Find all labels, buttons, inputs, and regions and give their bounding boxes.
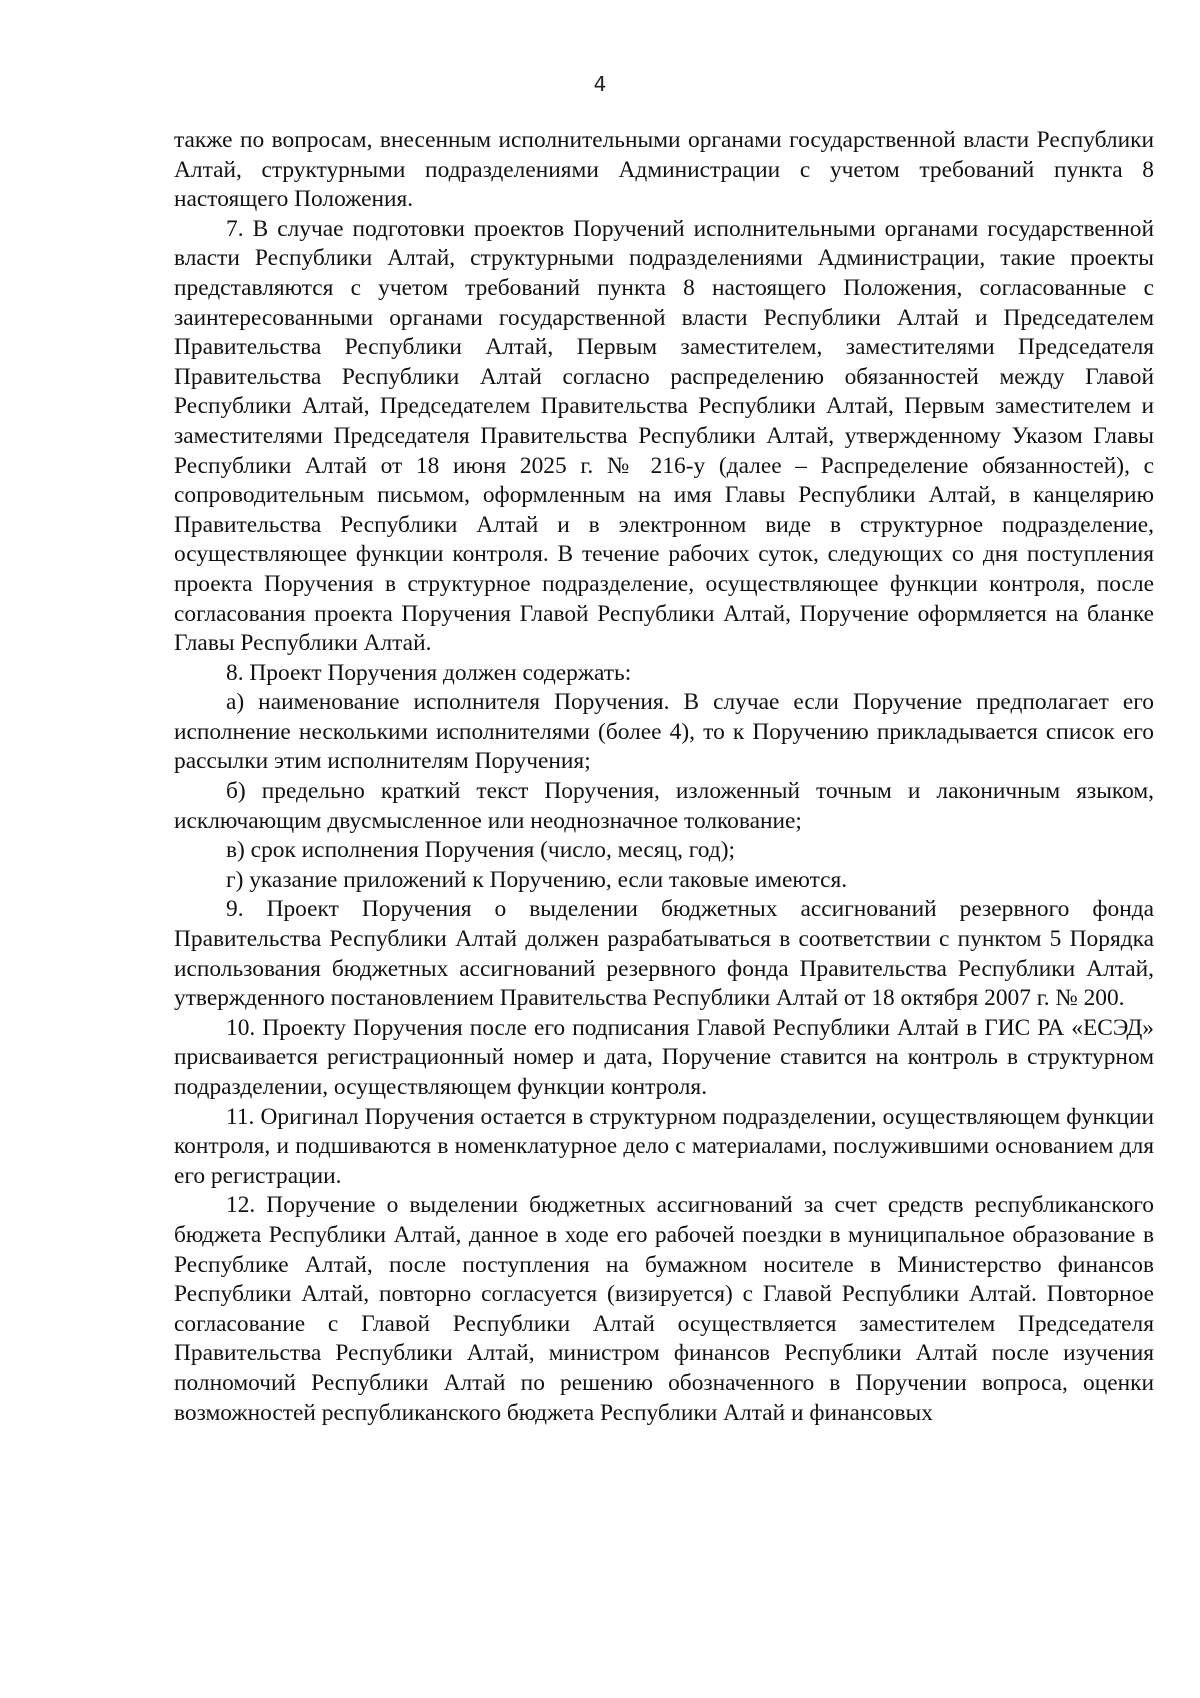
paragraph-8v: в) срок исполнения Поручения (число, месяц, год); (226, 837, 735, 864)
paragraph-12: 12. Поручение о выделении бюджетных ассигнований за счет средств республиканского бюджета Республики Алтай, данное в ходе его рабочей поездки в муниципальное образование в Республике Алтай, после поступления на бумажном носителе в Министерство финансов Республики Алтай, повторно согласуется (визируется) с Главой Республики Алтай. Повторное согласование с Главой Республики Алтай осуществляется заместителем Председателя Правительства Республики Алтай, министром финансов Республики Алтай после изучения полномочий Республики Алтай по решению обозначенного в Поручении вопроса, оценки возможностей республиканского бюджета Республики Алтай и финансовых (174, 1192, 1154, 1426)
paragraph-continuation: также по вопросам, внесенным исполнительными органами государственной власти Республики Алтай, структурными подразделениями Администрации с учетом требований пункта 8 настоящего Положения. (174, 127, 1154, 213)
document-body (174, 126, 1154, 1428)
paragraph-8: 8. Проект Поручения должен содержать: (226, 659, 632, 686)
paragraph-8g: г) указание приложений к Поручению, если таковые имеются. (226, 866, 848, 893)
paragraph-8a: а) наименование исполнителя Поручения. В случае если Поручение предполагает его исполнение несколькими исполнителями (более 4), то к Поручению прикладывается список его рассылки этим исполнителям Поручения; (174, 689, 1154, 775)
paragraph-7: 7. В случае подготовки проектов Поручений исполнительными органами государственной власти Республики Алтай, структурными подразделениями Администрации, такие проекты представляются с учетом требований пункта 8 настоящего Положения, согласованные с заинтересованными органами государственной власти Республики Алтай и Председателем Правительства Республики Алтай, Первым заместителем, заместителями Председателя Правительства Республики Алтай согласно распределению обязанностей между Главой Республики Алтай, Председателем Правительства Республики Алтай, Первым заместителем и заместителями Председателя Правительства Республики Алтай, утвержденному Указом Главы Республики Алтай от 18 июня 2025 г. № 216-у (далее – Распределение обязанностей), с сопроводительным письмом, оформленным на имя Главы Республики Алтай, в канцелярию Правительства Республики Алтай и в электронном виде в структурное подразделение, осуществляющее функции контроля. В течение рабочих суток, следующих со дня поступления проекта Поручения в структурное подразделение, осуществляющее функции контроля, после согласования проекта Поручения Главой Республики Алтай, Поручение оформляется на бланке Главы Республики Алтай. (174, 215, 1154, 657)
paragraph-8b: б) предельно краткий текст Поручения, изложенный точным и лаконичным языком, исключающим двусмысленное или неоднозначное толкование; (174, 778, 1154, 834)
page-number: 4 (593, 72, 607, 96)
paragraph-11: 11. Оригинал Поручения остается в структурном подразделении, осуществляющем функции контроля, и подшиваются в номенклатурное дело с материалами, послужившими основанием для его регистрации. (174, 1103, 1154, 1189)
paragraph-10: 10. Проекту Поручения после его подписания Главой Республики Алтай в ГИС РА «ЕСЭД» присваивается регистрационный номер и дата, Поручение ставится на контроль в структурном подразделении, осуществляющем функции контроля. (174, 1014, 1154, 1100)
paragraph-9: 9. Проект Поручения о выделении бюджетных ассигнований резервного фонда Правительства Республики Алтай должен разрабатываться в соответствии с пунктом 5 Порядка использования бюджетных ассигнований резервного фонда Правительства Республики Алтай, утвержденного постановлением Правительства Республики Алтай от 18 октября 2007 г. № 200. (174, 896, 1154, 1012)
